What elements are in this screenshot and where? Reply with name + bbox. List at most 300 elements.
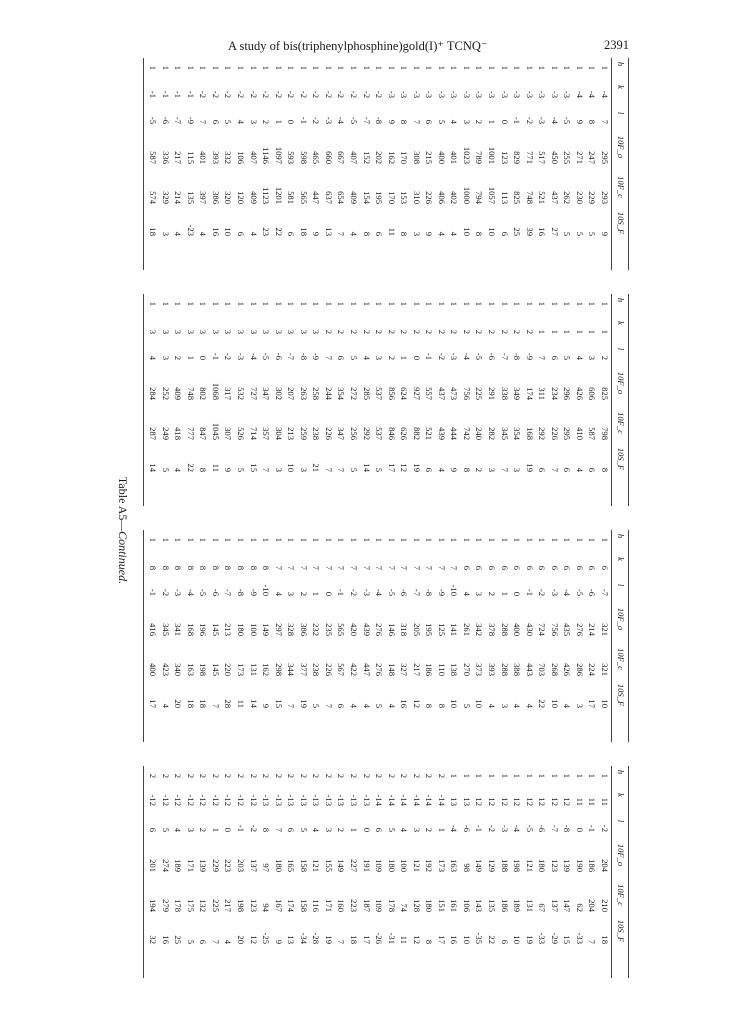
table-cell: 7: [286, 703, 297, 708]
table-cell: 3: [574, 703, 585, 708]
column-header: 10F_c: [616, 884, 626, 906]
table-cell: 8: [223, 565, 234, 570]
table-cell: 8: [436, 703, 447, 708]
table-cell: -2: [223, 90, 234, 98]
table-cell: 1: [236, 301, 247, 306]
table-row: [361, 766, 372, 978]
table-cell: 195: [424, 623, 435, 636]
table-cell: 4: [562, 703, 573, 708]
table-cell: 423: [160, 663, 171, 676]
table-cell: 217: [411, 663, 422, 676]
table-row: [248, 766, 259, 978]
table-cell: 400: [436, 151, 447, 164]
table-cell: 9: [273, 939, 284, 944]
table-cell: 660: [323, 151, 334, 164]
table-cell: 234: [549, 387, 560, 400]
table-cell: 0: [323, 591, 334, 596]
table-cell: 1: [223, 65, 234, 70]
column-header: h: [616, 61, 626, 67]
table-cell: 1: [349, 537, 359, 542]
table-cell: 4: [311, 827, 322, 832]
table-cell: 192: [424, 859, 435, 872]
table-cell: 168: [524, 427, 535, 440]
table-cell: 0: [223, 827, 234, 832]
table-cell: 167: [273, 899, 284, 912]
table-cell: 279: [160, 899, 171, 912]
table-cell: 4: [386, 703, 397, 708]
table-row: [273, 58, 284, 270]
table-row: [474, 766, 485, 978]
table-cell: 2: [424, 329, 435, 334]
table-cell: 1: [248, 537, 259, 542]
table-cell: 829: [512, 151, 523, 164]
table-cell: 5: [562, 355, 573, 360]
table-cell: 252: [160, 387, 171, 400]
table-cell: -1: [474, 824, 485, 832]
table-cell: 271: [574, 151, 585, 164]
table-rule: [143, 294, 144, 506]
table-cell: 2: [210, 773, 221, 778]
table-cell: 3: [185, 827, 196, 832]
table-cell: -1: [160, 90, 171, 98]
table-cell: -13: [361, 794, 372, 806]
table-row: [386, 294, 397, 506]
table-cell: 748: [185, 387, 196, 400]
table-cell: 2: [349, 773, 359, 778]
table-cell: 143: [474, 899, 485, 912]
table-cell: 7: [336, 467, 347, 472]
table-cell: -1: [512, 116, 523, 124]
table-cell: 1: [198, 537, 209, 542]
table-row: [285, 530, 296, 742]
table-cell: 1045: [210, 422, 221, 440]
table-row: [599, 294, 610, 506]
table-cell: 310: [411, 191, 422, 204]
table-cell: 4: [173, 467, 184, 472]
table-cell: 756: [461, 387, 472, 400]
table-cell: 10: [549, 699, 560, 708]
table-row: [373, 294, 384, 506]
rotated-table: [105, 58, 640, 1003]
table-cell: 18: [148, 227, 159, 236]
table-cell: 128: [411, 899, 422, 912]
table-cell: 5: [298, 827, 309, 832]
table-rule: [628, 58, 629, 270]
table-cell: 2: [449, 329, 460, 334]
table-cell: 4: [198, 231, 209, 236]
table-row: [448, 530, 459, 742]
table-row: [335, 530, 346, 742]
table-cell: 7: [436, 565, 447, 570]
table-cell: 137: [549, 899, 560, 912]
table-row: [323, 530, 334, 742]
table-row: [386, 58, 397, 270]
table-cell: 11: [386, 227, 397, 236]
table-cell: 132: [198, 899, 209, 912]
table-cell: 1: [587, 301, 598, 306]
table-cell: -9: [436, 588, 447, 596]
table-cell: 1023: [461, 146, 472, 164]
table-cell: 19: [323, 935, 334, 944]
table-cell: -2: [223, 352, 234, 360]
table-row: [248, 58, 259, 270]
table-cell: 8: [173, 565, 184, 570]
table-cell: 7: [411, 565, 422, 570]
column-header: 10F_o: [616, 371, 626, 395]
table-cell: 263: [298, 387, 309, 400]
table-cell: 1: [537, 537, 548, 542]
table-cell: 180: [273, 859, 284, 872]
table-cell: -1: [424, 352, 435, 360]
table-cell: 1: [424, 537, 435, 542]
table-cell: 5: [436, 119, 447, 124]
table-row: [185, 294, 196, 506]
table-cell: 3: [273, 467, 284, 472]
table-row: [273, 294, 284, 506]
table-cell: 557: [424, 387, 435, 400]
table-cell: 6: [537, 565, 548, 570]
table-cell: 1: [399, 301, 410, 306]
table-cell: 180: [386, 859, 397, 872]
table-cell: 62: [574, 903, 585, 912]
table-cell: 2: [374, 329, 385, 334]
table-cell: 856: [386, 387, 397, 400]
table-cell: 6: [210, 119, 221, 124]
table-cell: 437: [436, 387, 447, 400]
table-cell: -2: [374, 90, 385, 98]
table-cell: 12: [549, 797, 560, 806]
table-cell: 756: [549, 623, 560, 636]
table-cell: 168: [185, 623, 196, 636]
table-cell: 19: [298, 699, 309, 708]
table-row: [561, 766, 572, 978]
table-cell: 447: [361, 663, 372, 676]
table-cell: 1: [311, 537, 322, 542]
table-cell: 3: [411, 231, 422, 236]
table-cell: 225: [474, 387, 485, 400]
table-cell: 13: [461, 797, 472, 806]
table-cell: 17: [361, 935, 372, 944]
table-cell: 23: [261, 227, 272, 236]
table-cell: -4: [336, 116, 347, 124]
table-cell: 11: [210, 463, 221, 472]
table-cell: 825: [600, 387, 610, 400]
table-cell: 8: [361, 231, 372, 236]
table-cell: 116: [311, 899, 322, 912]
table-cell: 3: [198, 329, 209, 334]
table-cell: -3: [436, 90, 447, 98]
table-cell: -2: [487, 824, 498, 832]
table-cell: 287: [148, 427, 159, 440]
table-cell: 178: [173, 899, 184, 912]
table-row: [260, 766, 271, 978]
table-cell: 161: [449, 899, 460, 912]
table-cell: -5: [524, 824, 535, 832]
table-cell: 6: [499, 231, 510, 236]
table-row: [298, 58, 309, 270]
table-cell: 521: [537, 191, 548, 204]
table-cell: 213: [223, 623, 234, 636]
table-header-row: [612, 530, 628, 742]
table-cell: 203: [236, 859, 247, 872]
table-cell: 1097: [273, 146, 284, 164]
table-cell: 32: [148, 935, 159, 944]
table-cell: 152: [361, 151, 372, 164]
table-cell: 1: [411, 301, 422, 306]
table-cell: 5: [587, 231, 598, 236]
table-cell: 2: [411, 329, 422, 334]
table-cell: 2: [198, 827, 209, 832]
table-cell: 2: [487, 329, 498, 334]
table-cell: 307: [223, 427, 234, 440]
column-header: h: [616, 297, 626, 303]
table-cell: 14: [248, 699, 259, 708]
table-cell: -2: [336, 90, 347, 98]
table-cell: 10: [474, 699, 485, 708]
table-cell: 10: [223, 227, 234, 236]
table-cell: -3: [537, 90, 548, 98]
table-row: [348, 58, 359, 270]
table-cell: 1: [185, 301, 196, 306]
table-cell: 4: [524, 703, 535, 708]
table-cell: 3: [374, 355, 385, 360]
table-cell: 798: [600, 427, 610, 440]
table-cell: 703: [537, 663, 548, 676]
table-cell: 20: [236, 935, 247, 944]
table-cell: 226: [323, 663, 334, 676]
table-row: [361, 58, 372, 270]
table-cell: 304: [273, 427, 284, 440]
table-cell: 4: [173, 231, 184, 236]
table-cell: 7: [261, 467, 272, 472]
table-cell: 401: [198, 151, 209, 164]
table-cell: 1: [361, 301, 372, 306]
table-cell: 1: [399, 355, 410, 360]
table-cell: 7: [600, 119, 610, 124]
table-cell: 1: [549, 301, 560, 306]
table-cell: -2: [537, 588, 548, 596]
table-cell: -6: [273, 352, 284, 360]
table-cell: 295: [600, 151, 610, 164]
table-cell: 100: [399, 859, 410, 872]
table-cell: 3: [210, 329, 221, 334]
table-cell: 186: [424, 663, 435, 676]
table-cell: 5: [160, 467, 171, 472]
table-cell: 1: [512, 537, 523, 542]
table-cell: 7: [424, 565, 435, 570]
table-cell: -2: [349, 588, 359, 596]
table-cell: 1: [160, 537, 171, 542]
table-cell: -14: [424, 794, 435, 806]
table-cell: 1: [574, 773, 585, 778]
table-cell: 328: [286, 623, 297, 636]
table-cell: 517: [537, 151, 548, 164]
table-cell: 6: [574, 565, 585, 570]
table-cell: -1: [236, 824, 247, 832]
table-cell: 537: [374, 387, 385, 400]
table-cell: 180: [236, 623, 247, 636]
table-cell: -7: [286, 352, 297, 360]
table-cell: 1: [499, 537, 510, 542]
table-cell: 191: [361, 859, 372, 872]
table-cell: 270: [461, 663, 472, 676]
table-cell: 2: [399, 329, 410, 334]
table-cell: 400: [512, 623, 523, 636]
table-cell: -7: [600, 588, 610, 596]
table-cell: 274: [160, 859, 171, 872]
table-cell: 846: [386, 427, 397, 440]
table-cell: 1: [549, 329, 560, 334]
table-row: [549, 530, 560, 742]
table-cell: 7: [361, 565, 372, 570]
table-cell: 1: [173, 537, 184, 542]
table-cell: 1: [399, 537, 410, 542]
table-cell: -14: [399, 794, 410, 806]
table-cell: 10: [449, 699, 460, 708]
table-cell: 332: [223, 151, 234, 164]
table-cell: 1: [361, 65, 372, 70]
table-cell: 1: [148, 65, 159, 70]
table-cell: -3: [562, 90, 573, 98]
table-cell: 654: [336, 191, 347, 204]
table-cell: 2: [499, 329, 510, 334]
table-cell: 443: [524, 663, 535, 676]
table-cell: -4: [449, 824, 460, 832]
table-cell: -14: [386, 794, 397, 806]
table-row: [499, 530, 510, 742]
table-cell: 802: [198, 387, 209, 400]
table-cell: -14: [374, 794, 385, 806]
table-cell: 400: [148, 663, 159, 676]
table-cell: -7: [549, 824, 560, 832]
table-cell: 100: [248, 623, 259, 636]
table-row: [335, 58, 346, 270]
table-cell: 9: [223, 467, 234, 472]
table-cell: 7: [323, 355, 334, 360]
table-cell: 450: [549, 151, 560, 164]
table-cell: 667: [336, 151, 347, 164]
table-cell: 17: [587, 699, 598, 708]
table-cell: 4: [449, 119, 460, 124]
table-cell: 422: [349, 663, 359, 676]
table-cell: 16: [210, 227, 221, 236]
table-cell: 927: [411, 387, 422, 400]
table-row: [361, 294, 372, 506]
table-row: [386, 530, 397, 742]
column-header: 10F_c: [616, 412, 626, 434]
table-cell: 402: [449, 191, 460, 204]
table-cell: 214: [587, 623, 598, 636]
table-row: [486, 58, 497, 270]
table-cell: 210: [600, 899, 610, 912]
table-cell: 3: [248, 329, 259, 334]
table-cell: 1: [512, 301, 523, 306]
table-cell: 1001: [487, 146, 498, 164]
table-cell: 226: [323, 427, 334, 440]
table-cell: 6: [336, 355, 347, 360]
table-cell: 1: [148, 537, 159, 542]
table-cell: -25: [261, 932, 272, 944]
table-cell: 338: [499, 387, 510, 400]
table-cell: 1: [487, 301, 498, 306]
table-cell: 6: [336, 703, 347, 708]
table-cell: 4: [436, 231, 447, 236]
table-cell: 6: [374, 827, 385, 832]
table-cell: 187: [361, 899, 372, 912]
table-rule: [611, 294, 612, 506]
table-row: [373, 530, 384, 742]
table-row: [335, 294, 346, 506]
table-cell: 1: [349, 65, 359, 70]
table-cell: 1: [524, 773, 535, 778]
table-cell: 6: [587, 565, 598, 570]
table-cell: 473: [449, 387, 460, 400]
table-cell: 1: [386, 301, 397, 306]
table-cell: 1: [248, 301, 259, 306]
table-cell: 532: [236, 387, 247, 400]
table-cell: 3: [273, 329, 284, 334]
table-cell: 186: [587, 859, 598, 872]
table-cell: -6: [537, 824, 548, 832]
table-row: [499, 766, 510, 978]
table-cell: 18: [600, 935, 610, 944]
table-row: [474, 294, 485, 506]
table-cell: -2: [273, 90, 284, 98]
table-cell: -2: [311, 116, 322, 124]
table-cell: 6: [499, 565, 510, 570]
table-cell: 5: [574, 231, 585, 236]
table-cell: 1: [323, 301, 334, 306]
table-row: [436, 294, 447, 506]
table-cell: 1: [273, 119, 284, 124]
table-cell: 3: [261, 329, 272, 334]
table-row: [210, 766, 221, 978]
table-cell: 6: [537, 467, 548, 472]
table-cell: 2: [600, 355, 610, 360]
table-cell: 1: [424, 301, 435, 306]
table-cell: 16: [160, 935, 171, 944]
table-cell: 2: [248, 773, 259, 778]
table-row: [310, 766, 321, 978]
table-block: [140, 294, 628, 510]
table-cell: 1: [512, 773, 523, 778]
table-cell: 11: [574, 797, 585, 806]
table-cell: 18: [349, 935, 359, 944]
table-cell: 465: [311, 151, 322, 164]
column-header: 10S_F: [616, 683, 626, 707]
table-cell: 1: [386, 537, 397, 542]
table-cell: 74: [399, 903, 410, 912]
table-cell: 2: [323, 773, 334, 778]
table-cell: 7: [411, 119, 422, 124]
table-cell: 3: [487, 467, 498, 472]
table-row: [411, 294, 422, 506]
page-number: 2391: [604, 38, 629, 52]
table-cell: -6: [160, 116, 171, 124]
table-cell: -9: [185, 116, 196, 124]
table-cell: 285: [361, 387, 372, 400]
table-cell: -2: [311, 90, 322, 98]
table-cell: 25: [173, 935, 184, 944]
table-cell: -2: [323, 90, 334, 98]
table-cell: 115: [185, 151, 196, 164]
table-cell: -3: [449, 90, 460, 98]
column-header: h: [616, 533, 626, 539]
table-row: [260, 530, 271, 742]
table-cell: 202: [374, 151, 385, 164]
table-cell: 2: [474, 119, 485, 124]
table-cell: 5: [386, 827, 397, 832]
